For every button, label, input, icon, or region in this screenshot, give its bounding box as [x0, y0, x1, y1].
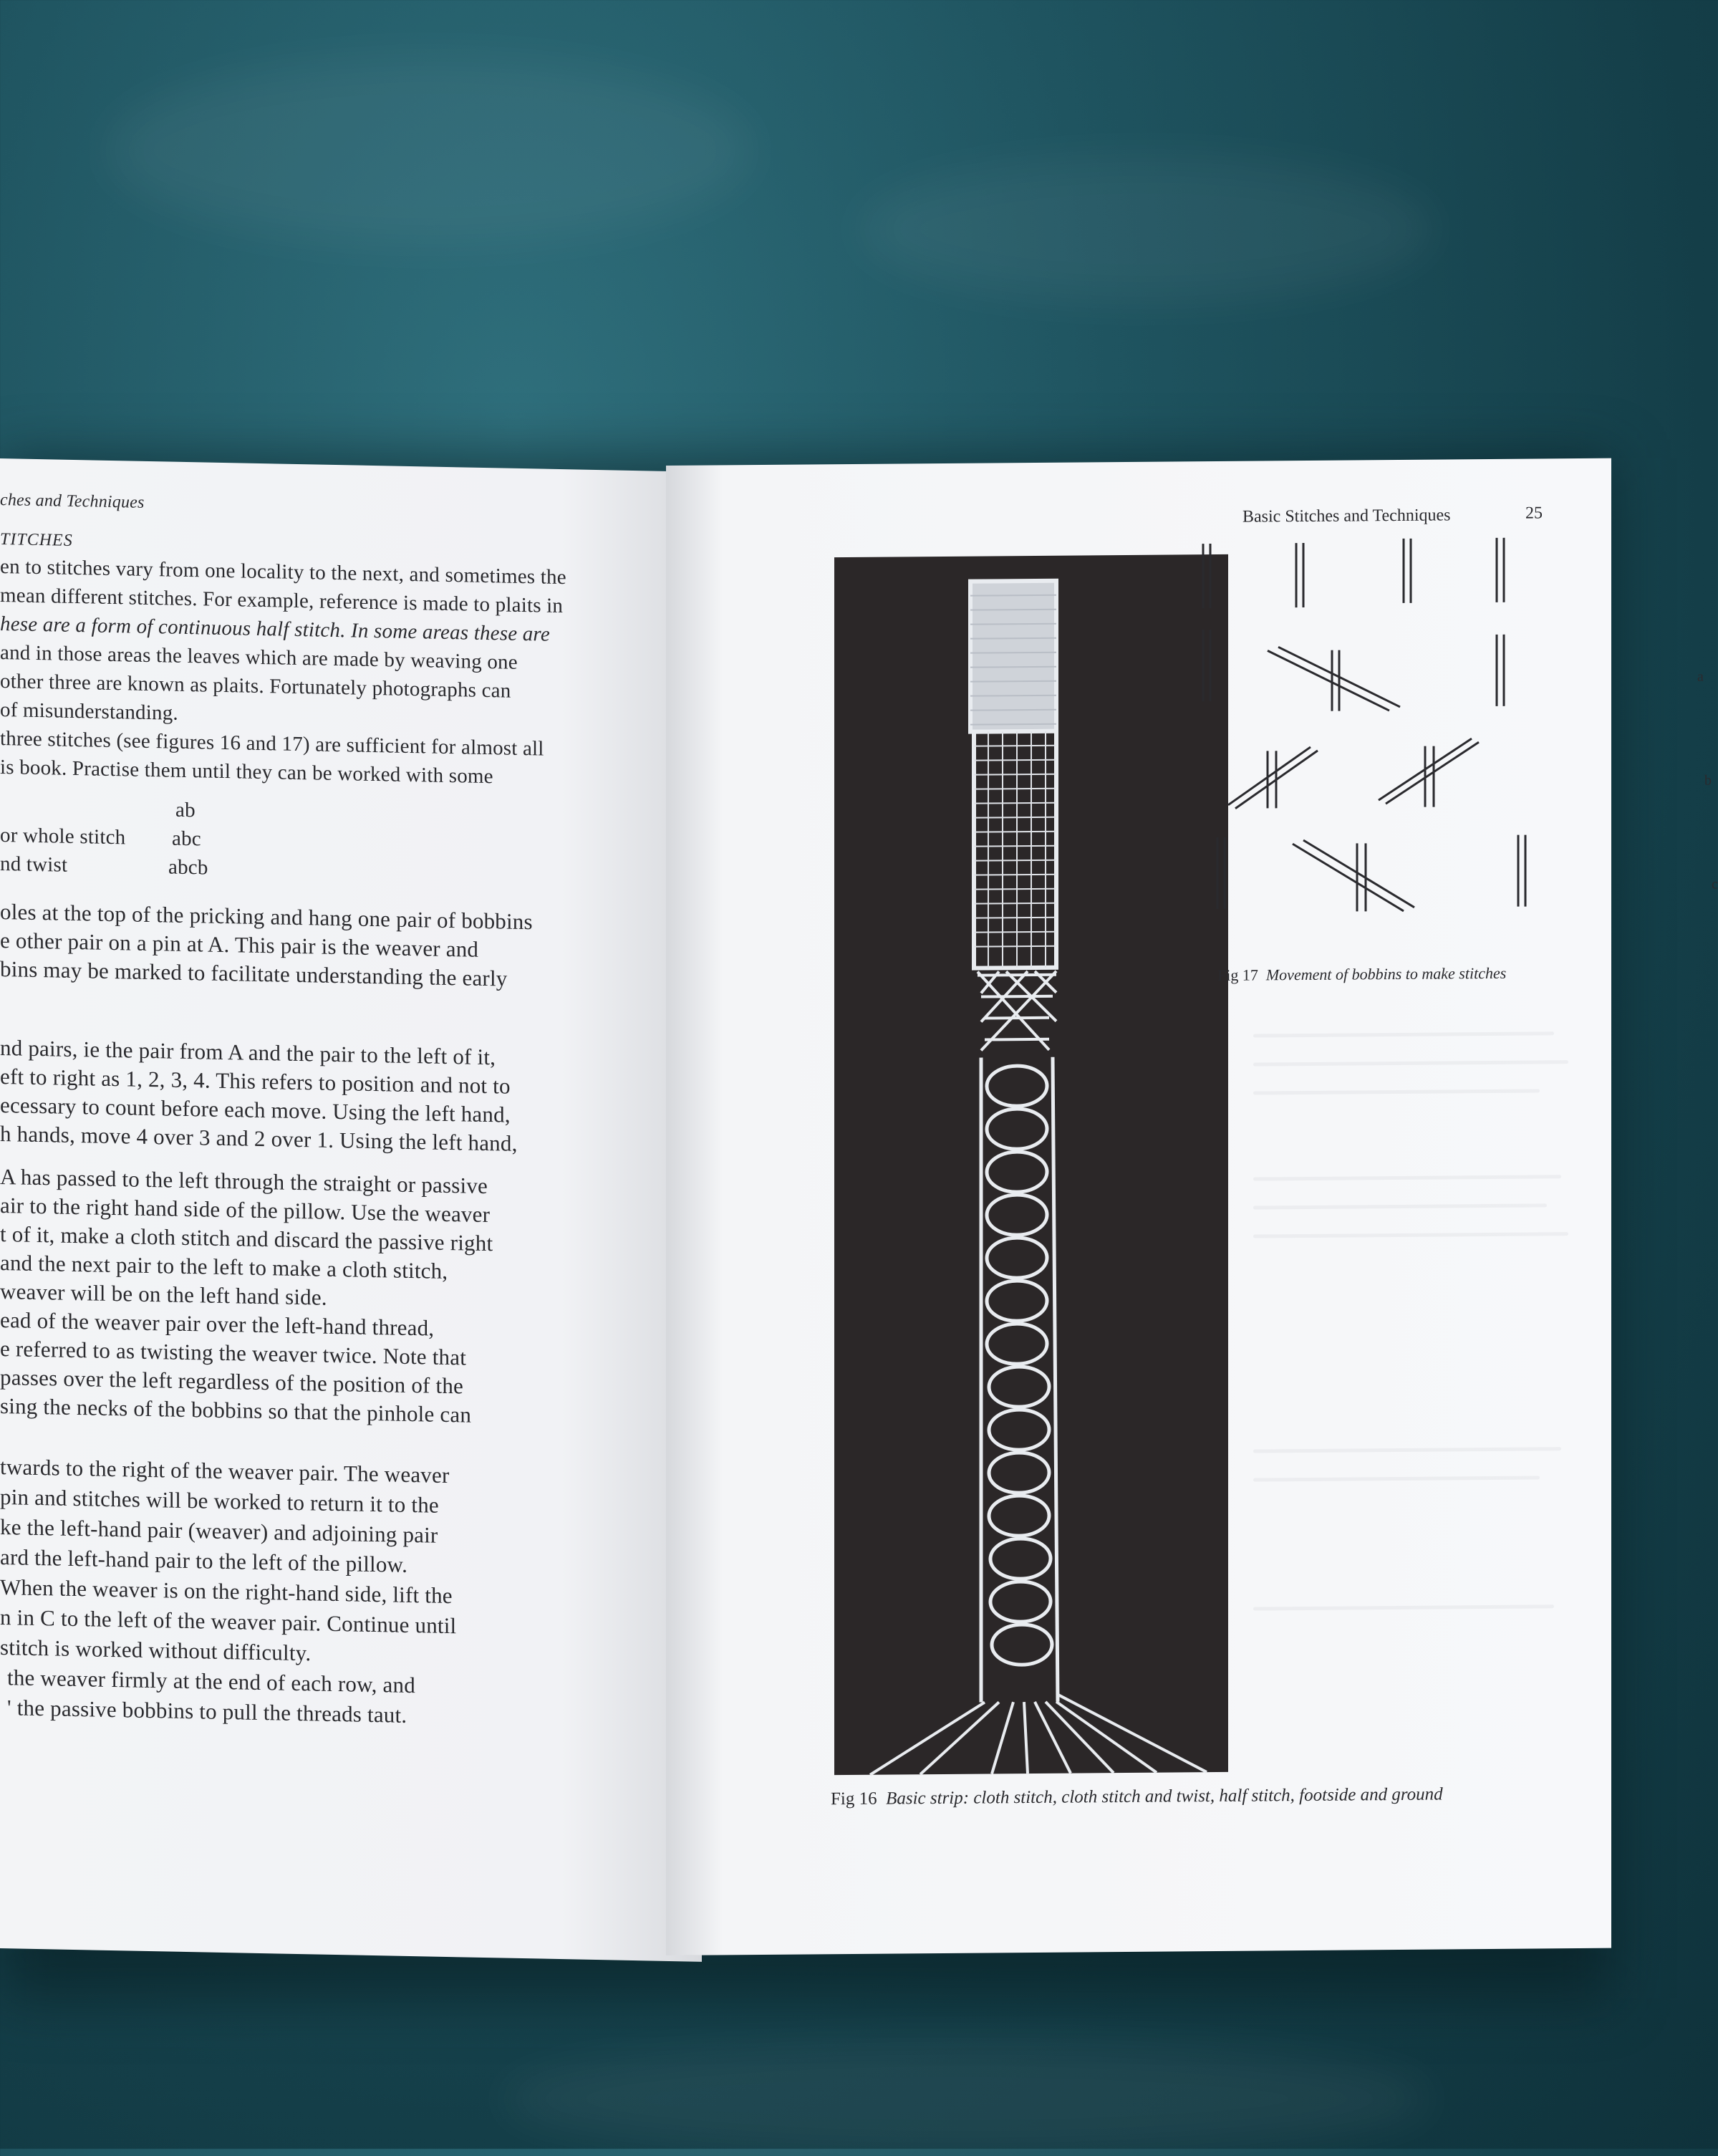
fig17-label: Fig 17 — [1217, 966, 1258, 984]
stitch-code: ab — [175, 798, 196, 822]
text-line: is book. Practise them until they can be worked with some — [0, 756, 493, 789]
text-line: of misunderstanding. — [0, 698, 178, 725]
text-line: the weaver firmly at the end of each row, and — [7, 1665, 415, 1698]
text-line: pin and stitches will be worked to return it to the — [0, 1484, 439, 1518]
stitch-code: abcb — [168, 855, 208, 880]
stitch-name: or whole stitch — [0, 824, 126, 850]
show-through — [1253, 1031, 1554, 1037]
text-line: oles at the top of the pricking and hang one pair of bobbins — [0, 899, 533, 935]
left-running-head: ches and Techniques — [0, 491, 145, 512]
text-line: nd pairs, ie the pair from A and the pair to the left of it, — [0, 1035, 496, 1070]
bobbin-threads — [870, 1693, 1207, 1775]
text-line: hese are a form of continuous half stitch. In some areas these are — [0, 612, 550, 646]
fabric-fold — [107, 57, 752, 244]
row-a-cross — [1203, 627, 1504, 712]
stitch-name: nd twist — [0, 852, 68, 877]
text-line: eft to right as 1, 2, 3, 4. This refers to position and not to — [0, 1064, 511, 1099]
row-b-twist — [1228, 738, 1479, 809]
text-line: other three are known as plaits. Fortunately photographs can — [0, 670, 511, 703]
ground-mesh — [978, 971, 1056, 1051]
text-line: ke the left-hand pair (weaver) and adjoining pair — [0, 1514, 438, 1548]
text-line: h hands, move 4 over 3 and 2 over 1. Using the left hand, — [0, 1121, 518, 1156]
show-through — [1253, 1232, 1568, 1238]
right-running-head: Basic Stitches and Techniques — [1242, 506, 1451, 526]
text-line: ead of the weaver pair over the left-hand thread, — [0, 1307, 435, 1341]
fabric-fold — [501, 2041, 1432, 2156]
fig17-row-label-c: c — [1712, 876, 1718, 892]
text-line: weaver will be on the left hand side. — [0, 1279, 327, 1310]
show-through — [1253, 1175, 1561, 1180]
text-line: mean different stitches. For example, reference is made to plaits in — [0, 584, 564, 618]
fig17-caption — [1217, 964, 1506, 985]
stitch-code: abc — [172, 827, 201, 851]
text-line: and the next pair to the left to make a cloth stitch, — [0, 1250, 448, 1284]
fig17-diagram — [1196, 534, 1597, 945]
fig16-label: Fig 16 — [831, 1789, 877, 1809]
text-line: stitch is worked without difficulty. — [0, 1635, 312, 1666]
text-line: When the weaver is on the right-hand side, lift the — [0, 1574, 453, 1609]
section-heading: TITCHES — [0, 530, 73, 550]
show-through — [1253, 1060, 1568, 1066]
text-line: e referred to as twisting the weaver twice. Note that — [0, 1336, 467, 1370]
start-pairs — [1203, 538, 1504, 608]
text-line: t of it, make a cloth stitch and discard the passive right — [0, 1221, 493, 1256]
fabric-fold — [859, 158, 1432, 301]
footside-ground — [981, 1057, 1058, 1703]
fig17-row-label-b: b — [1704, 772, 1712, 789]
text-line: twards to the right of the weaver pair. The weaver — [0, 1454, 450, 1488]
text-line: ard the left-hand pair to the left of the pillow. — [0, 1544, 408, 1577]
fig16-lace-photo — [834, 554, 1228, 1775]
text-line: air to the right hand side of the pillow. Use the weaver — [0, 1193, 491, 1228]
show-through — [1253, 1089, 1540, 1094]
fig16-caption — [831, 1784, 1443, 1809]
text-line: ' the passive bobbins to pull the threads taut. — [7, 1695, 407, 1728]
text-line: three stitches (see figures 16 and 17) are sufficient for almost all — [0, 727, 544, 761]
left-page — [0, 458, 702, 1962]
text-line: bins may be marked to facilitate understanding the early — [0, 956, 508, 991]
right-page — [666, 458, 1718, 1955]
fig16-caption-text: Basic strip: cloth stitch, cloth stitch and twist, half stitch, footside and ground — [886, 1784, 1443, 1809]
row-c-cross — [1217, 835, 1525, 913]
fig17-caption-text: Movement of bobbins to make stitches — [1265, 963, 1507, 984]
text-line: and in those areas the leaves which are made by weaving one — [0, 641, 518, 674]
text-line: passes over the left regardless of the position of the — [0, 1365, 463, 1399]
text-line: e other pair on a pin at A. This pair is the weaver and — [0, 928, 479, 962]
show-through — [1253, 1604, 1554, 1610]
text-line: n in C to the left of the weaver pair. Continue until — [0, 1604, 457, 1639]
fig17-row-label-a: a — [1697, 668, 1704, 685]
text-line: ecessary to count before each move. Using the left hand, — [0, 1092, 511, 1127]
show-through — [1253, 1447, 1561, 1453]
lace-strip-drawing — [834, 554, 1228, 1775]
show-through — [1253, 1203, 1547, 1209]
show-through — [1253, 1476, 1540, 1481]
page-number: 25 — [1525, 504, 1543, 523]
text-line: en to stitches vary from one locality to the next, and sometimes the — [0, 555, 566, 589]
text-line: A has passed to the left through the straight or passive — [0, 1164, 488, 1199]
text-line: sing the necks of the bobbins so that the pinhole can — [0, 1393, 472, 1428]
